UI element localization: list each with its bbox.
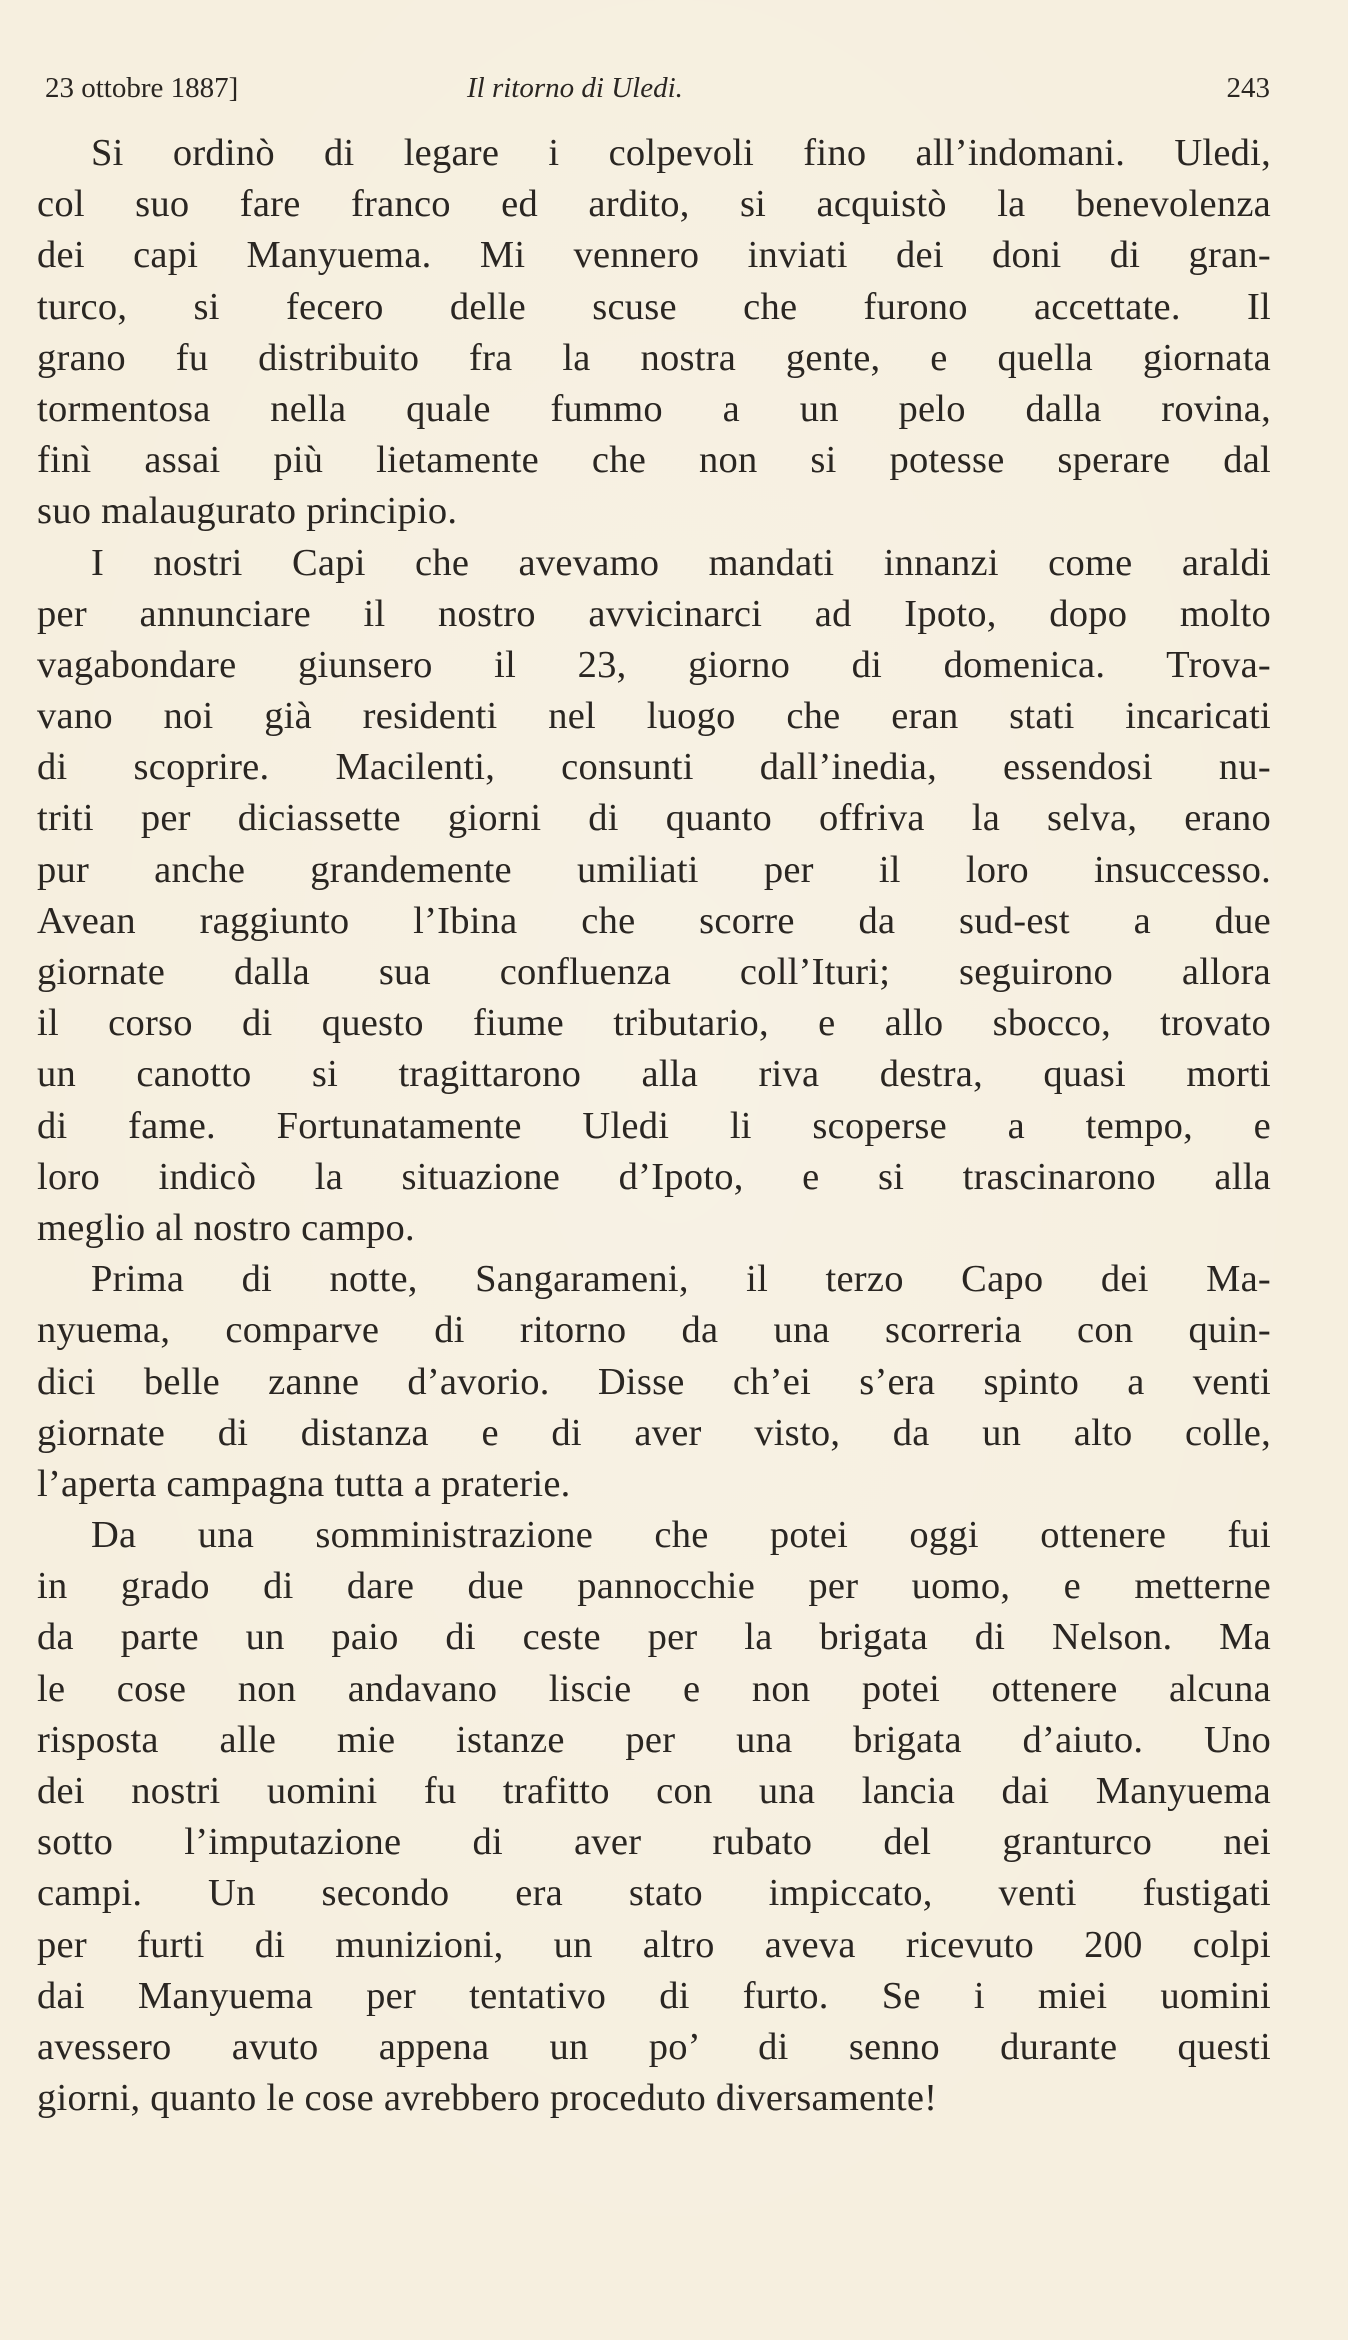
text-line: di fame. Fortunatamente Uledi li scoperse a tempo, e (37, 1104, 1271, 1147)
text-line: un canotto si tragittarono alla riva destra, quasi morti (37, 1053, 1271, 1096)
text-line: il corso di questo fiume tributario, e allo sbocco, trovato (37, 1002, 1271, 1045)
page-number: 243 (1226, 72, 1270, 104)
text-line: Si ordinò di legare i colpevoli fino all’indomani. Uledi, (91, 132, 1271, 174)
text-line: meglio al nostro campo. (37, 1206, 415, 1249)
running-head-date: 23 ottobre 1887] (45, 72, 239, 104)
text-line: vano noi già residenti nel luogo che eran stati incaricati (37, 695, 1271, 738)
text-line: Prima di notte, Sangarameni, il terzo Capo dei Ma- (91, 1258, 1271, 1301)
text-line: dici belle zanne d’avorio. Disse ch’ei s’era spinto a venti (37, 1360, 1271, 1403)
text-line: Avean raggiunto l’Ibina che scorre da sud-est a due (37, 899, 1271, 942)
text-line: triti per diciassette giorni di quanto offriva la selva, erano (37, 797, 1271, 840)
text-line: giorni, quanto le cose avrebbero proceduto diversamente! (37, 2077, 938, 2120)
text-line: vagabondare giunsero il 23, giorno di domenica. Trova- (37, 643, 1271, 686)
text-line: giornate di distanza e di aver visto, da un alto colle, (37, 1411, 1271, 1454)
running-head-title: Il ritorno di Uledi. (467, 72, 683, 104)
text-line: di scoprire. Macilenti, consunti dall’inedia, essendosi nu- (37, 746, 1271, 789)
text-line: da parte un paio di ceste per la brigata di Nelson. Ma (37, 1616, 1271, 1659)
body-text (37, 128, 1271, 2124)
text-line: sotto l’imputazione di aver rubato del granturco nei (37, 1821, 1271, 1864)
text-line: col suo fare franco ed ardito, si acquistò la benevolenza (37, 183, 1271, 226)
running-head (45, 68, 1270, 108)
text-line: giornate dalla sua confluenza coll’Ituri; seguirono allora (37, 951, 1271, 993)
text-line: dei nostri uomini fu trafitto con una lancia dai Manyuema (37, 1770, 1271, 1812)
text-line: risposta alle mie istanze per una brigata d’aiuto. Uno (37, 1718, 1271, 1761)
text-line: suo malaugurato principio. (37, 490, 458, 533)
text-line: pur anche grandemente umiliati per il loro insuccesso. (37, 848, 1271, 891)
text-line: grano fu distribuito fra la nostra gente, e quella giornata (37, 336, 1271, 379)
text-line: Da una somministrazione che potei oggi ottenere fui (91, 1514, 1271, 1557)
text-line: l’aperta campagna tutta a praterie. (37, 1462, 571, 1505)
text-line: nyuema, comparve di ritorno da una scorreria con quin- (37, 1309, 1271, 1352)
text-line: finì assai più lietamente che non si potesse sperare dal (37, 439, 1271, 482)
text-line: loro indicò la situazione d’Ipoto, e si trascinarono alla (37, 1155, 1271, 1198)
text-line: turco, si fecero delle scuse che furono accettate. Il (37, 285, 1271, 328)
text-line: avessero avuto appena un po’ di senno durante questi (37, 2025, 1271, 2068)
text-line: I nostri Capi che avevamo mandati innanzi come araldi (91, 541, 1271, 584)
text-line: campi. Un secondo era stato impiccato, venti fustigati (37, 1872, 1271, 1915)
text-line: dai Manyuema per tentativo di furto. Se i miei uomini (37, 1974, 1271, 2017)
text-line: per annunciare il nostro avvicinarci ad Ipoto, dopo molto (37, 592, 1271, 635)
text-line: le cose non andavano liscie e non potei ottenere alcuna (37, 1667, 1271, 1710)
text-line: tormentosa nella quale fummo a un pelo dalla rovina, (37, 387, 1271, 430)
text-line: in grado di dare due pannocchie per uomo, e metterne (37, 1565, 1271, 1608)
text-line: per furti di munizioni, un altro aveva ricevuto 200 colpi (37, 1923, 1271, 1966)
text-line: dei capi Manyuema. Mi vennero inviati dei doni di gran- (37, 234, 1271, 277)
